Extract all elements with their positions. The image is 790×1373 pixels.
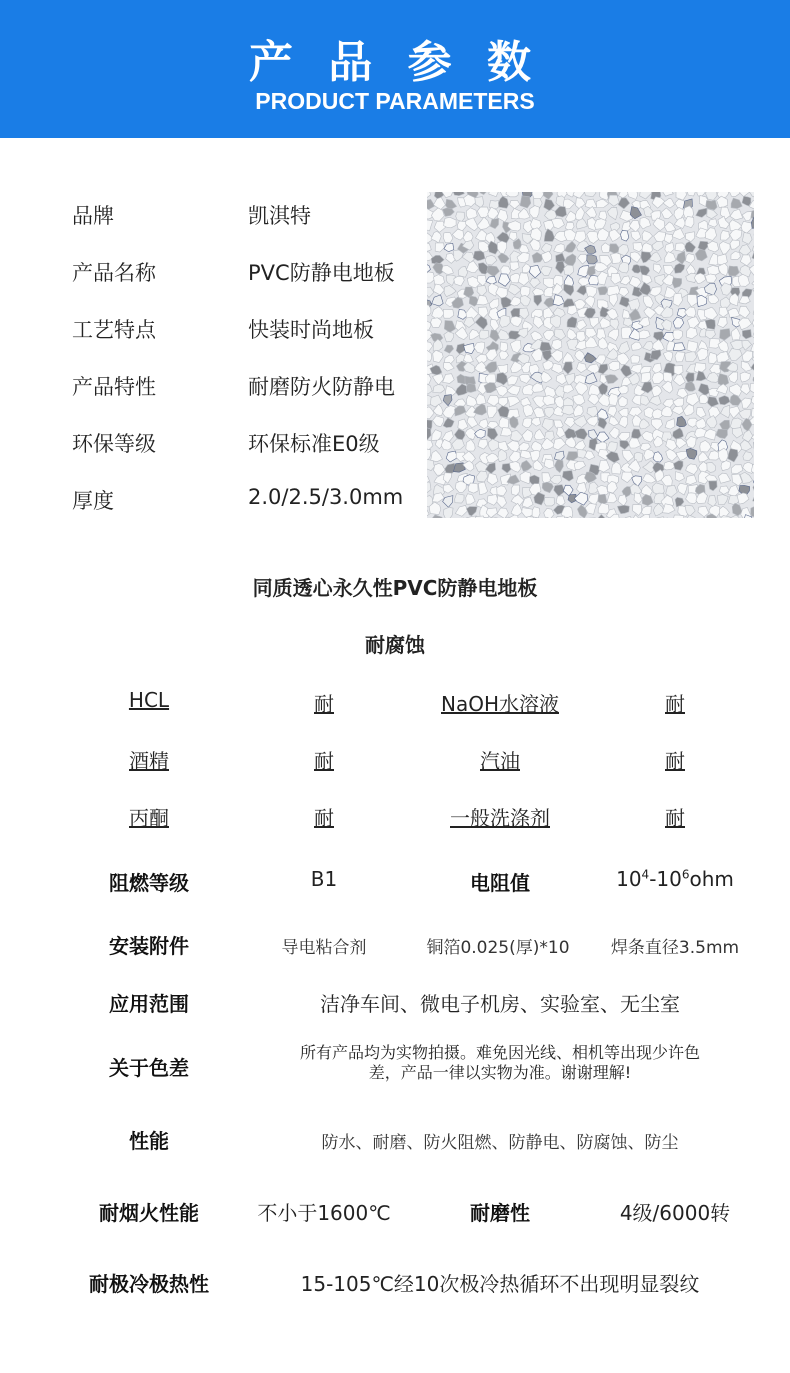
- flame-label: 阻燃等级: [109, 871, 189, 895]
- texture-chip: [621, 231, 629, 242]
- param-value: 环保标准E0级: [248, 432, 380, 456]
- install-item: 焊条直径3.5mm: [610, 938, 740, 958]
- application-label: 应用范围: [109, 992, 189, 1016]
- install-label: 安装附件: [109, 934, 189, 958]
- chem-name: 一般洗涤剂: [450, 806, 550, 830]
- wear-label: 耐磨性: [470, 1201, 530, 1225]
- floor-texture-image: [427, 192, 754, 518]
- thermal-shock-value: 15-105℃经10次极冷热循环不出现明显裂纹: [300, 1272, 700, 1296]
- param-label: 产品特性: [72, 375, 156, 399]
- install-item: 导电粘合剂: [281, 938, 367, 958]
- install-item: 铜箔0.025(厚)*10: [426, 938, 570, 958]
- param-value: 凯淇特: [248, 204, 311, 228]
- resistance-value: [616, 867, 734, 891]
- header-banner: [0, 0, 790, 138]
- resistance-unit: ohm: [689, 867, 734, 891]
- param-label: 产品名称: [72, 261, 156, 285]
- param-label: 工艺特点: [72, 318, 156, 342]
- chem-result: 耐: [665, 806, 685, 830]
- chem-result: 耐: [314, 749, 334, 773]
- color-diff-label: 关于色差: [109, 1056, 189, 1080]
- fire-resistance-label: 耐烟火性能: [99, 1201, 199, 1225]
- chem-name: 酒精: [129, 749, 169, 773]
- texture-chip: [544, 497, 554, 506]
- texture-chip: [609, 361, 620, 371]
- chem-name: 汽油: [480, 749, 520, 773]
- texture-chip: [468, 483, 478, 493]
- texture-chip: [673, 330, 682, 340]
- param-value: 耐磨防火防静电: [248, 375, 395, 399]
- param-value: PVC防静电地板: [248, 261, 395, 285]
- param-label: 厚度: [72, 489, 114, 513]
- texture-chip: [455, 494, 464, 504]
- flame-value: B1: [310, 867, 338, 891]
- texture-chip: [721, 231, 730, 241]
- resistance-exp-b: 6: [681, 867, 690, 882]
- resistance-base-b: -10: [649, 867, 682, 891]
- wear-value: 4级/6000转: [619, 1201, 731, 1225]
- color-diff-line: 差，产品一律以实物为准。谢谢理解!: [368, 1063, 632, 1082]
- resistance-base-a: 10: [616, 867, 642, 891]
- chem-result: 耐: [314, 806, 334, 830]
- chem-name: NaOH水溶液: [441, 692, 559, 716]
- thermal-shock-label: 耐极冷极热性: [89, 1272, 209, 1296]
- texture-chip: [431, 318, 442, 328]
- texture-chip: [473, 251, 485, 261]
- texture-chip: [587, 255, 598, 264]
- chem-result: 耐: [665, 749, 685, 773]
- texture-chip: [466, 384, 476, 393]
- texture-chip: [709, 352, 717, 363]
- param-label: 品牌: [72, 204, 114, 228]
- texture-chip: [705, 274, 717, 283]
- color-diff-line: 所有产品均为实物拍摄。难免因光线、相机等出现少许色: [299, 1043, 700, 1062]
- param-label: 环保等级: [72, 432, 156, 456]
- texture-chip: [631, 355, 640, 363]
- param-value: 快装时尚地板: [248, 318, 374, 342]
- texture-chip: [673, 515, 684, 518]
- chem-result: 耐: [314, 692, 334, 716]
- product-subtitle: 同质透心永久性PVC防静电地板: [252, 576, 538, 600]
- texture-chip: [479, 330, 489, 339]
- resistance-exp-a: 4: [641, 867, 650, 882]
- header-title-zh: 产 品 参 数: [249, 37, 541, 88]
- chem-result: 耐: [665, 692, 685, 716]
- texture-chip: [532, 507, 540, 518]
- header-title-en: PRODUCT PARAMETERS: [255, 88, 535, 114]
- color-diff-note: [245, 1043, 755, 1083]
- texture-chip: [609, 393, 618, 405]
- corrosion-title: 耐腐蚀: [365, 633, 425, 657]
- chem-name: 丙酮: [129, 806, 169, 830]
- application-value: 洁净车间、微电子机房、实验室、无尘室: [320, 992, 680, 1016]
- texture-chip: [728, 266, 739, 276]
- param-value: 2.0/2.5/3.0mm: [248, 485, 404, 509]
- performance-value: 防水、耐磨、防火阻燃、防静电、防腐蚀、防尘: [321, 1133, 679, 1153]
- texture-chip: [588, 276, 598, 285]
- fire-resistance-value: 不小于1600℃: [257, 1201, 391, 1225]
- chem-name: HCL: [128, 688, 170, 712]
- resistance-label: 电阻值: [470, 871, 530, 895]
- performance-label: 性能: [129, 1129, 169, 1153]
